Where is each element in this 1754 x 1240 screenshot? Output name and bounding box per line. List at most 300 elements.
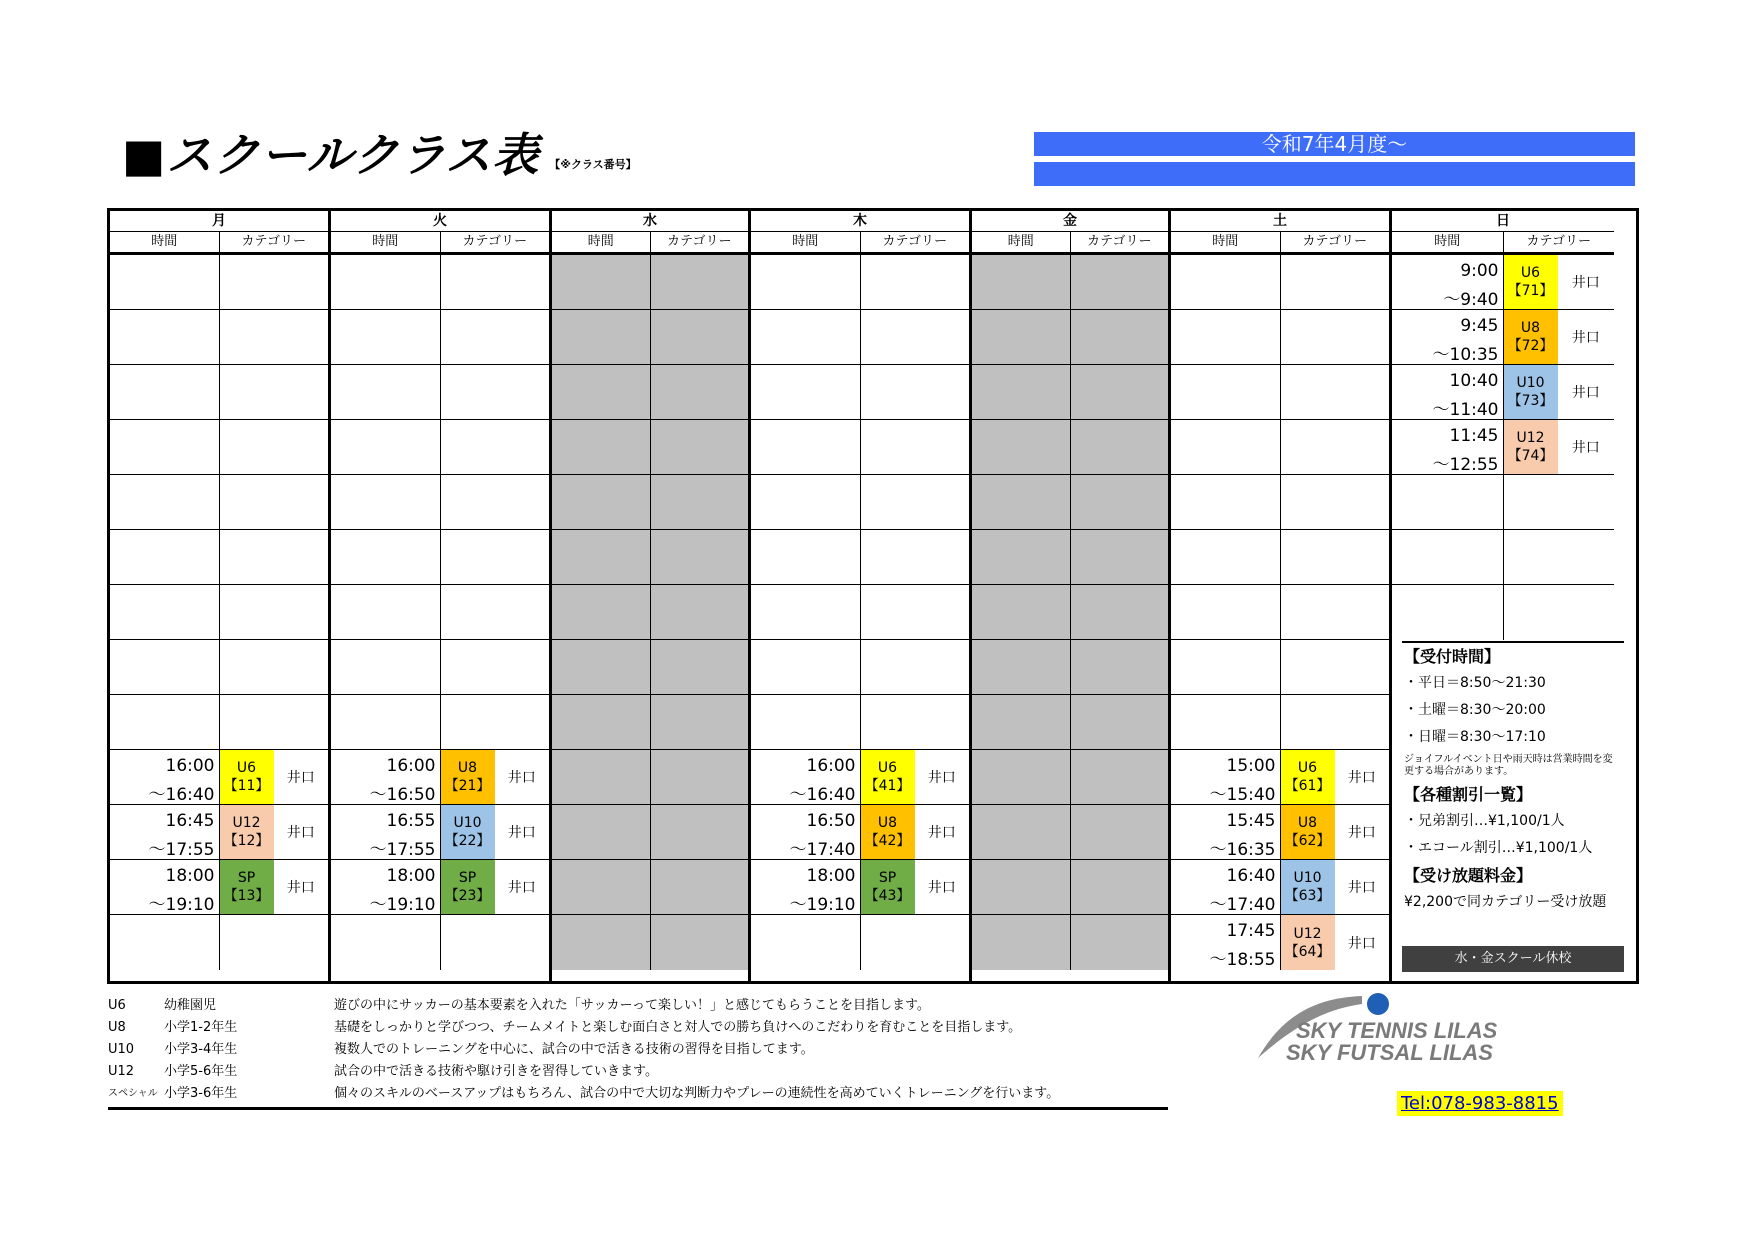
category-badge xyxy=(861,805,915,859)
legend-row xyxy=(108,995,1168,1017)
time-cell xyxy=(331,915,440,970)
schedule-row xyxy=(751,475,969,530)
category-cell xyxy=(1280,695,1390,749)
time-cell xyxy=(110,255,219,309)
day-header: 土 xyxy=(1171,211,1389,232)
time-cell xyxy=(751,915,860,970)
category-cell xyxy=(1280,585,1390,639)
time-cell xyxy=(331,420,440,474)
end-time: ～16:40 xyxy=(148,785,215,805)
category-cell xyxy=(440,530,550,584)
category-code: U10 xyxy=(453,815,482,831)
class-number: 【73】 xyxy=(1507,393,1554,409)
class-number: 【63】 xyxy=(1284,888,1331,904)
time-cell xyxy=(110,860,219,914)
coach-name: 井口 xyxy=(927,825,956,841)
schedule-row xyxy=(972,255,1168,310)
time-cell xyxy=(552,805,650,859)
sub-header xyxy=(331,232,549,255)
category-badge xyxy=(861,860,915,914)
end-time: ～16:50 xyxy=(369,785,436,805)
schedule-row xyxy=(1171,310,1389,365)
time-cell xyxy=(552,640,650,694)
time-cell xyxy=(751,695,860,749)
end-time: ～19:10 xyxy=(369,895,436,915)
sub-header xyxy=(751,232,969,255)
time-cell xyxy=(552,365,650,419)
category-cell xyxy=(1070,860,1169,914)
time-cell xyxy=(1171,640,1280,694)
category-cell xyxy=(440,695,550,749)
info-box xyxy=(1402,641,1624,972)
schedule-row xyxy=(751,860,969,915)
time-cell xyxy=(972,475,1070,529)
schedule-row xyxy=(110,365,328,420)
category-badge xyxy=(1281,750,1335,804)
time-cell xyxy=(331,255,440,309)
sky-lilas-logo xyxy=(1250,990,1610,1070)
time-cell xyxy=(972,750,1070,804)
category-cell xyxy=(1503,365,1615,419)
closed-day-note: 水・金スクール休校 xyxy=(1402,946,1624,972)
category-code: SP xyxy=(458,870,477,886)
category-cell xyxy=(860,530,970,584)
coach-name: 井口 xyxy=(927,770,956,786)
schedule-row xyxy=(552,255,748,310)
time-cell xyxy=(110,310,219,364)
title-note: 【※クラス番号】 xyxy=(549,158,637,171)
category-cell xyxy=(1503,530,1615,584)
schedule-row xyxy=(331,365,549,420)
phone-link[interactable]: Tel:078-983-8815 xyxy=(1397,1091,1563,1116)
schedule-row xyxy=(751,365,969,420)
category-cell xyxy=(860,365,970,419)
time-cell xyxy=(751,860,860,914)
schedule-row xyxy=(552,750,748,805)
start-time: 16:00 xyxy=(165,756,215,776)
time-cell xyxy=(751,365,860,419)
day-header: 月 xyxy=(110,211,328,232)
category-cell xyxy=(1280,420,1390,474)
start-time: 16:40 xyxy=(1226,866,1276,886)
category-code: U12 xyxy=(232,815,261,831)
coach-name: 井口 xyxy=(1571,440,1600,456)
category-cell xyxy=(860,860,970,914)
category-cell xyxy=(1070,695,1169,749)
category-cell xyxy=(1070,915,1169,970)
schedule-row xyxy=(972,805,1168,860)
time-cell xyxy=(110,530,219,584)
category-cell xyxy=(1280,640,1390,694)
end-time: ～18:55 xyxy=(1209,950,1276,970)
time-header: 時間 xyxy=(1007,234,1034,249)
schedule-row xyxy=(751,530,969,585)
time-cell xyxy=(972,860,1070,914)
category-cell xyxy=(440,915,550,970)
class-number: 【22】 xyxy=(444,833,491,849)
end-time: ～10:35 xyxy=(1432,345,1499,365)
time-cell xyxy=(972,420,1070,474)
schedule-row xyxy=(331,530,549,585)
day-column xyxy=(1171,211,1392,981)
schedule-row xyxy=(751,255,969,310)
class-number: 【74】 xyxy=(1507,448,1554,464)
category-cell xyxy=(440,420,550,474)
legend-row xyxy=(108,1039,1168,1061)
schedule-row xyxy=(552,860,748,915)
category-cell xyxy=(860,420,970,474)
time-cell xyxy=(331,585,440,639)
category-cell xyxy=(1503,475,1615,529)
category-cell xyxy=(219,695,329,749)
end-time: ～12:55 xyxy=(1432,455,1499,475)
time-cell xyxy=(1171,310,1280,364)
end-time: ～16:35 xyxy=(1209,840,1276,860)
time-cell xyxy=(1392,530,1503,584)
category-code: SP xyxy=(878,870,897,886)
coach-name: 井口 xyxy=(507,880,536,896)
class-number: 【71】 xyxy=(1507,283,1554,299)
category-cell xyxy=(219,805,329,859)
category-cell xyxy=(440,860,550,914)
legend-description: 複数人でのトレーニングを中心に、試合の中で活きる技術の習得を目指してます。 xyxy=(334,1042,814,1057)
start-time: 15:00 xyxy=(1226,756,1276,776)
time-cell xyxy=(751,640,860,694)
category-code: U10 xyxy=(1516,375,1545,391)
schedule-row xyxy=(1171,750,1389,805)
schedule-row xyxy=(331,420,549,475)
category-cell xyxy=(860,255,970,309)
schedule-row xyxy=(972,310,1168,365)
category-cell xyxy=(650,805,749,859)
time-cell xyxy=(331,475,440,529)
category-cell xyxy=(1503,585,1615,640)
legend-code: スペシャル xyxy=(108,1088,158,1099)
time-header: 時間 xyxy=(792,234,819,249)
schedule-row xyxy=(110,860,328,915)
day-column xyxy=(331,211,552,981)
time-cell xyxy=(331,530,440,584)
schedule-row xyxy=(972,420,1168,475)
class-number: 【62】 xyxy=(1284,833,1331,849)
category-cell xyxy=(650,365,749,419)
category-cell xyxy=(219,530,329,584)
end-time: ～17:40 xyxy=(1209,895,1276,915)
legend-code: U10 xyxy=(108,1042,135,1057)
schedule-row xyxy=(1392,530,1614,585)
category-code: U6 xyxy=(236,760,257,776)
category-cell xyxy=(650,915,749,970)
schedule-row xyxy=(972,585,1168,640)
start-time: 16:00 xyxy=(806,756,856,776)
schedule-row xyxy=(972,530,1168,585)
category-cell xyxy=(440,310,550,364)
time-cell xyxy=(1171,365,1280,419)
time-cell xyxy=(1171,860,1280,914)
category-cell xyxy=(1280,915,1390,970)
coach-name: 井口 xyxy=(507,825,536,841)
time-cell xyxy=(1171,805,1280,859)
time-cell xyxy=(751,310,860,364)
legend-grade: 幼稚園児 xyxy=(164,998,217,1013)
category-badge xyxy=(1504,365,1558,419)
time-cell xyxy=(110,915,219,970)
time-cell xyxy=(110,420,219,474)
legend-grade: 小学3-6年生 xyxy=(164,1086,238,1101)
start-time: 18:00 xyxy=(165,866,215,886)
legend-grade: 小学3-4年生 xyxy=(164,1042,238,1057)
schedule-row xyxy=(1171,255,1389,310)
schedule-row xyxy=(1171,420,1389,475)
schedule-row xyxy=(751,420,969,475)
category-header: カテゴリー xyxy=(1280,232,1390,252)
day-header: 火 xyxy=(331,211,549,232)
category-cell xyxy=(1070,420,1169,474)
end-time: ～11:40 xyxy=(1432,400,1499,420)
schedule-row xyxy=(1171,585,1389,640)
time-cell xyxy=(1171,420,1280,474)
category-cell xyxy=(1070,255,1169,309)
category-badge xyxy=(441,750,495,804)
schedule-row xyxy=(972,915,1168,970)
time-cell xyxy=(110,695,219,749)
time-cell xyxy=(552,750,650,804)
schedule-row xyxy=(751,915,969,970)
schedule-row xyxy=(552,420,748,475)
category-cell xyxy=(860,695,970,749)
category-badge xyxy=(220,860,274,914)
legend-code: U8 xyxy=(108,1020,126,1035)
class-number: 【12】 xyxy=(223,833,270,849)
time-cell xyxy=(331,695,440,749)
category-header: カテゴリー xyxy=(1503,232,1615,252)
time-cell xyxy=(110,640,219,694)
legend-code: U12 xyxy=(108,1064,135,1079)
start-time: 15:45 xyxy=(1226,811,1276,831)
category-header: カテゴリー xyxy=(860,232,970,252)
day-header: 日 xyxy=(1392,211,1614,232)
time-cell xyxy=(1171,475,1280,529)
category-cell xyxy=(860,805,970,859)
category-badge xyxy=(861,750,915,804)
coach-name: 井口 xyxy=(927,880,956,896)
schedule-row xyxy=(972,695,1168,750)
start-time: 10:40 xyxy=(1449,371,1499,391)
end-time: ～15:40 xyxy=(1209,785,1276,805)
schedule-row xyxy=(972,750,1168,805)
category-code: U8 xyxy=(457,760,478,776)
schedule-row xyxy=(1171,915,1389,970)
start-time: 16:00 xyxy=(386,756,436,776)
time-cell xyxy=(552,255,650,309)
category-cell xyxy=(1070,365,1169,419)
category-code: SP xyxy=(237,870,256,886)
category-header: カテゴリー xyxy=(650,232,749,252)
end-time: ～19:10 xyxy=(148,895,215,915)
schedule-row xyxy=(552,310,748,365)
category-cell xyxy=(1070,640,1169,694)
category-cell xyxy=(650,255,749,309)
schedule-row xyxy=(1171,805,1389,860)
schedule-row xyxy=(1171,640,1389,695)
class-number: 【21】 xyxy=(444,778,491,794)
time-cell xyxy=(552,695,650,749)
category-badge xyxy=(441,860,495,914)
time-cell xyxy=(1171,530,1280,584)
category-code: U8 xyxy=(877,815,898,831)
time-cell xyxy=(552,475,650,529)
schedule-row xyxy=(1171,695,1389,750)
schedule-row xyxy=(552,585,748,640)
hours-sunday: ・日曜＝8:30～17:10 xyxy=(1404,729,1546,745)
time-cell xyxy=(1171,915,1280,970)
time-header: 時間 xyxy=(587,234,614,249)
schedule-row xyxy=(751,695,969,750)
schedule-row xyxy=(110,420,328,475)
time-cell xyxy=(751,530,860,584)
time-cell xyxy=(1171,695,1280,749)
coach-name: 井口 xyxy=(1347,825,1376,841)
category-cell xyxy=(219,860,329,914)
schedule-row xyxy=(1392,365,1614,420)
schedule-row xyxy=(552,530,748,585)
legend-description: 遊びの中にサッカーの基本要素を入れた「サッカーって楽しい！」と感じてもらうことを目指します。 xyxy=(334,998,930,1013)
schedule-row xyxy=(1392,420,1614,475)
sub-header xyxy=(1392,232,1614,255)
time-cell xyxy=(972,255,1070,309)
category-header: カテゴリー xyxy=(1070,232,1169,252)
category-cell xyxy=(650,695,749,749)
schedule-row xyxy=(751,640,969,695)
class-number: 【13】 xyxy=(223,888,270,904)
time-cell xyxy=(1392,255,1503,309)
unlimited-fee: ¥2,200で同カテゴリー受け放題 xyxy=(1404,894,1607,910)
start-time: 9:45 xyxy=(1460,316,1499,336)
schedule-row xyxy=(552,640,748,695)
schedule-row xyxy=(331,310,549,365)
time-cell xyxy=(110,585,219,639)
coach-name: 井口 xyxy=(507,770,536,786)
category-code: U6 xyxy=(1297,760,1318,776)
time-cell xyxy=(751,420,860,474)
category-code: U6 xyxy=(1520,265,1541,281)
schedule-row xyxy=(972,365,1168,420)
category-cell xyxy=(1070,310,1169,364)
ecole-discount: ・エコール割引…¥1,100/1人 xyxy=(1404,840,1593,856)
coach-name: 井口 xyxy=(1347,935,1376,952)
time-cell xyxy=(110,475,219,529)
time-cell xyxy=(751,805,860,859)
category-legend xyxy=(108,995,1168,1110)
schedule-row xyxy=(110,750,328,805)
category-cell xyxy=(650,640,749,694)
category-cell xyxy=(650,310,749,364)
end-time: ～16:40 xyxy=(789,785,856,805)
category-cell xyxy=(1070,530,1169,584)
category-cell xyxy=(1280,310,1390,364)
class-number: 【42】 xyxy=(864,833,911,849)
category-cell xyxy=(860,640,970,694)
period-banner-blank xyxy=(1034,162,1635,186)
time-cell xyxy=(331,365,440,419)
time-header: 時間 xyxy=(1212,234,1239,249)
time-cell xyxy=(751,475,860,529)
category-cell xyxy=(1070,750,1169,804)
schedule-row xyxy=(110,640,328,695)
category-cell xyxy=(650,530,749,584)
schedule-row xyxy=(1171,530,1389,585)
hours-weekday: ・平日＝8:50～21:30 xyxy=(1404,675,1546,691)
time-cell xyxy=(552,420,650,474)
schedule-row xyxy=(751,310,969,365)
time-header: 時間 xyxy=(151,234,178,249)
class-number: 【43】 xyxy=(864,888,911,904)
time-cell xyxy=(331,310,440,364)
category-cell xyxy=(650,750,749,804)
coach-name: 井口 xyxy=(286,825,315,841)
title-text: ■スクールクラス表 xyxy=(122,128,540,182)
legend-grade: 小学5-6年生 xyxy=(164,1064,238,1079)
coach-name: 井口 xyxy=(286,880,315,896)
time-cell xyxy=(972,805,1070,859)
day-column xyxy=(751,211,972,981)
category-badge xyxy=(220,805,274,859)
time-cell xyxy=(751,585,860,639)
hours-saturday: ・土曜＝8:30～20:00 xyxy=(1404,702,1546,718)
schedule-row xyxy=(552,365,748,420)
legend-description: 試合の中で活きる技術や駆け引きを習得していきます。 xyxy=(334,1064,658,1079)
category-cell xyxy=(219,750,329,804)
sub-header xyxy=(110,232,328,255)
category-cell xyxy=(1280,530,1390,584)
time-cell xyxy=(552,530,650,584)
time-header: 時間 xyxy=(1434,234,1461,249)
legend-description: 個々のスキルのベースアップはもちろん、試合の中で大切な判断力やプレーの連続性を高めていくトレーニングを行います。 xyxy=(334,1086,1060,1101)
time-cell xyxy=(1392,585,1503,640)
coach-name: 井口 xyxy=(1571,385,1600,401)
time-cell xyxy=(331,860,440,914)
time-cell xyxy=(972,365,1070,419)
category-cell xyxy=(219,915,329,970)
category-cell xyxy=(219,365,329,419)
category-code: U12 xyxy=(1293,925,1322,942)
category-code: U8 xyxy=(1520,320,1541,336)
time-cell xyxy=(110,365,219,419)
schedule-row xyxy=(972,640,1168,695)
schedule-row xyxy=(972,475,1168,530)
time-cell xyxy=(972,530,1070,584)
category-cell xyxy=(1503,420,1615,474)
schedule-row xyxy=(331,695,549,750)
schedule-row xyxy=(331,915,549,970)
category-cell xyxy=(1070,805,1169,859)
schedule-row xyxy=(1392,475,1614,530)
schedule-row xyxy=(1392,585,1614,640)
day-column xyxy=(972,211,1171,981)
end-time: ～9:40 xyxy=(1443,290,1499,310)
category-cell xyxy=(219,310,329,364)
category-cell xyxy=(1280,475,1390,529)
category-cell xyxy=(1280,805,1390,859)
category-cell xyxy=(860,585,970,639)
legend-description: 基礎をしっかりと学びつつ、チームメイトと楽しむ面白さと対人での勝ち負けへのこだわりを育むことを目指します。 xyxy=(334,1020,1022,1035)
legend-row xyxy=(108,1017,1168,1039)
time-cell xyxy=(1171,585,1280,639)
time-cell xyxy=(972,695,1070,749)
time-cell xyxy=(552,860,650,914)
coach-name: 井口 xyxy=(1571,330,1600,346)
time-cell xyxy=(331,805,440,859)
